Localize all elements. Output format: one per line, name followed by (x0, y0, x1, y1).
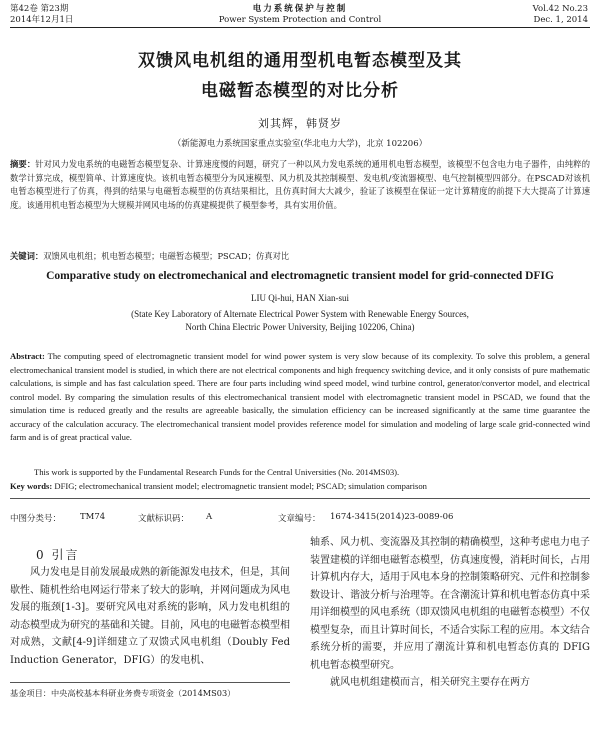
body-right-paragraph-2: 就风电机组建模而言，相关研究主要存在两方 (330, 677, 530, 688)
running-header (0, 2, 600, 28)
abstract-en-text: The computing speed of electromagnetic transient model for wind power system is very slow because of its complexity. To solve this problem, a general electromechanical transient model is studied, in which there are not electrical components and high frequency switching device, and it only consists of pure mathematic calculations, is simple and has fast calculation speed. There are four parts including wind speed model, wind turbine control, generator/convertor model, and electrical control model. By comparing the simulation results of this electromechanical transient model with electromagnetic transient model in PSCAD, we found that the simulation time is reduced greatly and the results are agreeable basically, the simulation efficiency can be increased significantly at the same time guarantee the accuracy of the calculation accuracy. The electromechanical transient model provides reference model for simulation and modeling of large scale grid-connected wind farm and is of great practical value. (10, 351, 590, 442)
paper-title-en: Comparative study on electromechanical and electromagnetic transient model for grid-connected DFIG (46, 270, 554, 282)
abstract-en-label: Abstract: (10, 351, 45, 361)
title-line-2: 电磁暂态模型的对比分析 (201, 81, 399, 101)
authors-cn: 刘其辉，韩贤岁 (258, 117, 342, 130)
article-label: 文章编号： (278, 514, 321, 524)
journal-name-en: Power System Protection and Control (218, 15, 382, 25)
affiliation-en (0, 308, 600, 334)
date-en: Dec. 1, 2014 (533, 15, 588, 25)
authors-en: LIU Qi-hui, HAN Xian-sui (251, 293, 349, 303)
volume-cn: 第42卷 第23期 (10, 4, 69, 14)
affiliation-cn: （新能源电力系统国家重点实验室(华北电力大学)，北京 102206） (172, 139, 428, 149)
section-heading: 0 引言 (36, 548, 80, 562)
affiliation-en-line-1: (State Key Laboratory of Alternate Electrical Power System with Renewable Energy Sources, (131, 309, 469, 319)
clc-value: TM74 (80, 512, 106, 522)
keywords-cn (10, 250, 590, 262)
header-right (533, 4, 588, 26)
date-cn: 2014年12月1日 (10, 15, 74, 25)
affiliation-en-line-2: North China Electric Power University, Beijing 102206, China) (185, 322, 415, 332)
doc-label: 文献标识码： (138, 514, 190, 524)
keywords-cn-label: 关键词： (10, 251, 44, 261)
title-line-1: 双馈风电机组的通用型机电暂态模型及其 (138, 51, 462, 71)
funding-en: This work is supported by the Fundamental Research Funds for the Central Universities (No. 2014MS03). (34, 467, 400, 477)
keywords-en (10, 481, 590, 491)
keywords-en-text: DFIG; electromechanical transient model; electromagnetic transient model; PSCAD; simulation comparison (54, 481, 427, 491)
header-center (0, 4, 600, 26)
doc-value: A (206, 512, 213, 522)
journal-name-cn: 电力系统保护与控制 (252, 4, 348, 14)
clc-label: 中图分类号： (10, 514, 62, 524)
keywords-en-label: Key words: (10, 481, 53, 491)
article-value: 1674-3415(2014)23-0089-06 (330, 512, 454, 522)
header-rule (10, 27, 590, 28)
body-right-paragraph-1: 轴系、风力机、变流器及其控制的精确模型，这种考虑电力电子装置建模的详细电磁暂态模型，仿真速度慢，消耗时间长，占用计算机内存大，适用于风电本身的控制策略研究、元件和控制参数设计、谐波分析与治理等。在含潮流计算和机电暂态仿真中采用详细模型的风电系统（即双馈风电机组的电磁暂态模型）不仅模型复杂，而且计算时间长，不适合实际工程的应用。本文结合系统分析的需要，并应用了潮流计算和机电暂态仿真的 DFIG 机电暂态模型研究。 (310, 537, 590, 671)
body-left-column: 风力发电是目前发展最成熟的新能源发电技术，但是，其间歇性、随机性给电网运行带来了较大的影响，并网问题成为风电发展的瓶颈[1-3]。要研究风电对系统的影响，风力发电机组的动态模型成为研究的基础和关键。目前，风电的电磁暂态模型相对成熟，文献[4-9]详细建立了双馈式风电机组（Doubly Fed Induction Generator，DFIG）的发电机、 (10, 567, 290, 666)
keywords-cn-text: 双馈风电机组；机电暂态模型；电磁暂态模型；PSCAD；仿真对比 (43, 251, 290, 261)
body-right-column (310, 534, 590, 692)
abstract-rule (10, 498, 590, 499)
volume-en: Vol.42 No.23 (532, 4, 588, 14)
abstract-en (10, 350, 590, 445)
abstract-cn-text: 针对风力发电系统的电磁暂态模型复杂、计算速度慢的问题，研究了一种以风力发电系统的通用机电暂态模型，该模型不包含电力电子器件，由纯粹的数学计算完成，模型简单、计算速度快。该机电暂态模型分为风速模型、风力机及其控制模型、发电机/变流器模型、电气控制模型四部分。在PSCAD对该机电暂态模型进行了仿真，得到的结果与电磁暂态模型的仿真结果相比，且仿真时间大大减少，验证了该模型在保证一定计算精度的前提下大大提高了计算速度。该通用机电暂态模型为大规模并网风电场的仿真建模提供了模型参考，具有实用价值。 (10, 159, 590, 210)
paper-title-cn (0, 46, 600, 106)
abstract-cn (10, 158, 590, 212)
abstract-cn-label: 摘要： (10, 159, 36, 169)
footnote-funding: 基金项目：中央高校基本科研业务费专项资金（2014MS03） (10, 688, 236, 698)
footnote-rule (10, 682, 290, 683)
